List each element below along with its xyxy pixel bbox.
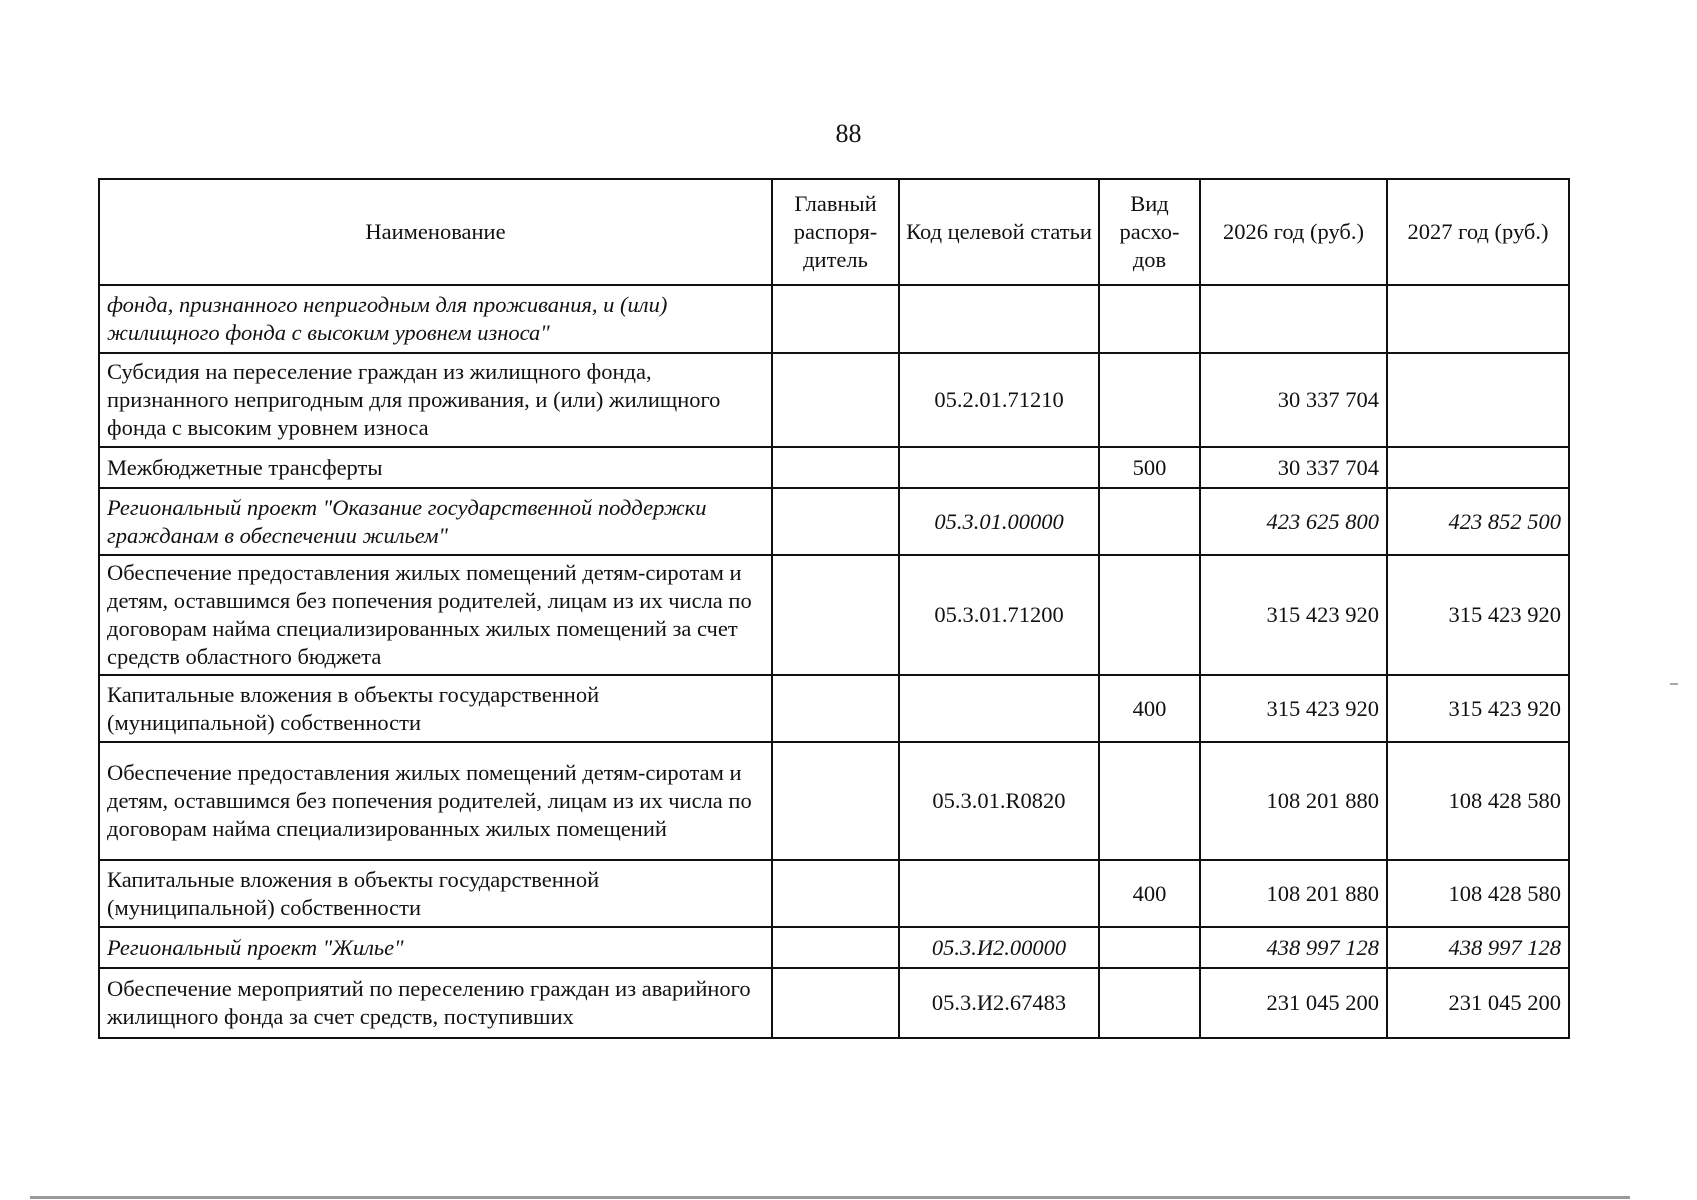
cell-2026: 231 045 200	[1200, 968, 1387, 1038]
cell-admin	[772, 860, 899, 927]
cell-name: Капитальные вложения в объекты государственной (муниципальной) собственности	[99, 675, 772, 742]
cell-admin	[772, 447, 899, 488]
cell-code: 05.3.01.71200	[899, 555, 1099, 675]
cell-2027: 108 428 580	[1387, 742, 1569, 860]
cell-name: фонда, признанного непригодным для проживания, и (или) жилищного фонда с высоким уровнем износа"	[99, 285, 772, 353]
header-row	[99, 179, 1569, 285]
cell-admin	[772, 555, 899, 675]
table-row	[99, 675, 1569, 742]
cell-2027	[1387, 353, 1569, 447]
cell-name: Региональный проект "Жилье"	[99, 927, 772, 968]
table-header	[99, 179, 1569, 285]
cell-kind: 400	[1099, 860, 1200, 927]
cell-admin	[772, 285, 899, 353]
cell-admin	[772, 927, 899, 968]
cell-admin	[772, 353, 899, 447]
cell-2026: 30 337 704	[1200, 353, 1387, 447]
cell-kind	[1099, 285, 1200, 353]
cell-name: Межбюджетные трансферты	[99, 447, 772, 488]
cell-name: Региональный проект "Оказание государственной поддержки гражданам в обеспечении жильем"	[99, 488, 772, 555]
cell-2026: 108 201 880	[1200, 860, 1387, 927]
cell-admin	[772, 968, 899, 1038]
cell-2026: 315 423 920	[1200, 675, 1387, 742]
cell-code	[899, 675, 1099, 742]
table-row	[99, 555, 1569, 675]
cell-code: 05.2.01.71210	[899, 353, 1099, 447]
cell-name: Обеспечение мероприятий по переселению граждан из аварийного жилищного фонда за счет средств, поступивших	[99, 968, 772, 1038]
cell-2027: 438 997 128	[1387, 927, 1569, 968]
cell-2026: 438 997 128	[1200, 927, 1387, 968]
header-code: Код целевой статьи	[899, 179, 1099, 285]
cell-2027	[1387, 447, 1569, 488]
cell-kind	[1099, 742, 1200, 860]
cell-2026	[1200, 285, 1387, 353]
cell-name: Субсидия на переселение граждан из жилищного фонда, признанного непригодным для проживания, и (или) жилищного фонда с высоким уровнем износа	[99, 353, 772, 447]
cell-code	[899, 860, 1099, 927]
budget-table	[98, 178, 1570, 1039]
cell-code: 05.3.01.R0820	[899, 742, 1099, 860]
header-name: Наименование	[99, 179, 772, 285]
cell-kind	[1099, 488, 1200, 555]
cell-2027: 231 045 200	[1387, 968, 1569, 1038]
cell-admin	[772, 675, 899, 742]
cell-code	[899, 285, 1099, 353]
cell-2026: 108 201 880	[1200, 742, 1387, 860]
cell-kind	[1099, 968, 1200, 1038]
header-admin: Главный распоря-дитель	[772, 179, 899, 285]
table-row	[99, 488, 1569, 555]
table-body	[99, 285, 1569, 1038]
cell-2027: 315 423 920	[1387, 555, 1569, 675]
cell-2027: 108 428 580	[1387, 860, 1569, 927]
table-row	[99, 742, 1569, 860]
cell-code: 05.3.01.00000	[899, 488, 1099, 555]
cell-2027	[1387, 285, 1569, 353]
cell-2027: 423 852 500	[1387, 488, 1569, 555]
table-row	[99, 285, 1569, 353]
cell-code: 05.3.И2.00000	[899, 927, 1099, 968]
cell-admin	[772, 488, 899, 555]
scan-artifact	[1670, 683, 1678, 685]
cell-name: Капитальные вложения в объекты государственной (муниципальной) собственности	[99, 860, 772, 927]
cell-name: Обеспечение предоставления жилых помещений детям-сиротам и детям, оставшимся без попечения родителей, лицам из их числа по договорам найма специализированных жилых помещений за счет средств областного бюджета	[99, 555, 772, 675]
cell-kind	[1099, 555, 1200, 675]
cell-2026: 30 337 704	[1200, 447, 1387, 488]
table-row	[99, 968, 1569, 1038]
cell-kind	[1099, 927, 1200, 968]
header-2026: 2026 год (руб.)	[1200, 179, 1387, 285]
cell-2026: 423 625 800	[1200, 488, 1387, 555]
table-row	[99, 447, 1569, 488]
cell-code: 05.3.И2.67483	[899, 968, 1099, 1038]
cell-admin	[772, 742, 899, 860]
cell-kind: 400	[1099, 675, 1200, 742]
cell-kind	[1099, 353, 1200, 447]
cell-kind: 500	[1099, 447, 1200, 488]
cell-code	[899, 447, 1099, 488]
scan-edge-line	[30, 1196, 1630, 1199]
table-row	[99, 353, 1569, 447]
header-kind: Вид расхо-дов	[1099, 179, 1200, 285]
cell-2026: 315 423 920	[1200, 555, 1387, 675]
cell-2027: 315 423 920	[1387, 675, 1569, 742]
page-number: 88	[835, 119, 862, 148]
cell-name: Обеспечение предоставления жилых помещений детям-сиротам и детям, оставшимся без попечения родителей, лицам из их числа по договорам найма специализированных жилых помещений	[99, 742, 772, 860]
table-row	[99, 860, 1569, 927]
header-2027: 2027 год (руб.)	[1387, 179, 1569, 285]
table-row	[99, 927, 1569, 968]
